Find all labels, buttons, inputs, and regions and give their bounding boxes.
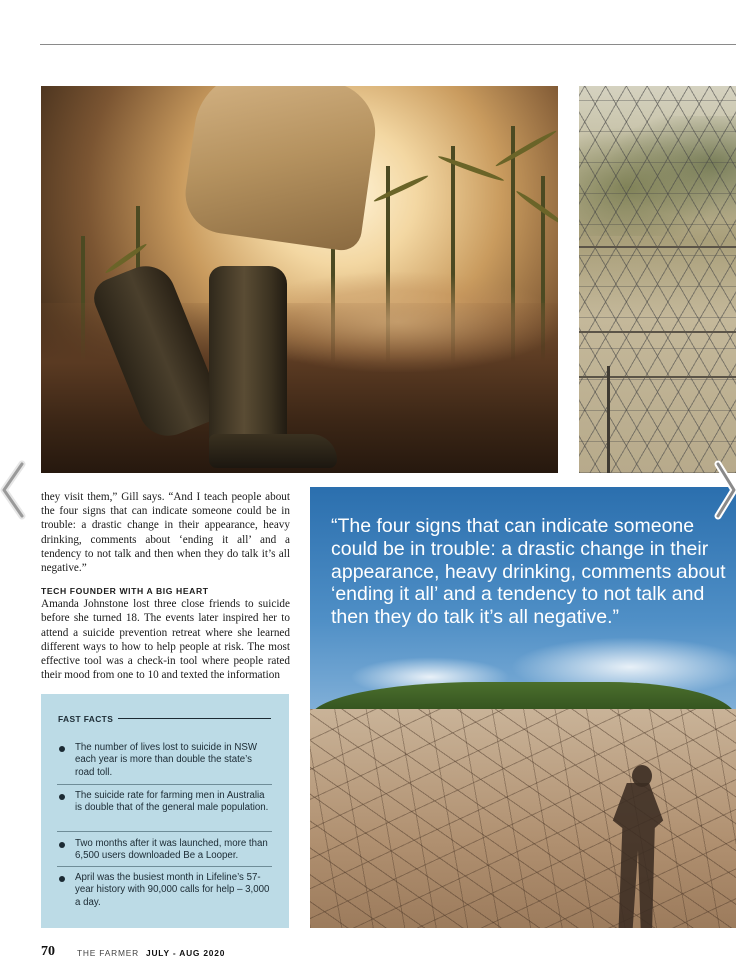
fast-fact-divider xyxy=(57,866,272,867)
page-number: 70 xyxy=(41,944,55,959)
fast-fact-item xyxy=(57,838,272,863)
fast-facts-title: FAST FACTS xyxy=(58,714,114,724)
publication-name: THE FARMER xyxy=(77,948,139,958)
bullet-icon xyxy=(59,876,65,882)
fast-fact-text: April was the busiest month in Lifeline’s 57-year history with 90,000 calls for help – 3,000 a day. xyxy=(75,872,270,908)
fast-fact-divider xyxy=(57,831,272,832)
top-divider xyxy=(40,44,736,45)
farmer-boots-photo xyxy=(41,86,558,473)
fast-facts-title-rule xyxy=(118,718,271,719)
fast-fact-item xyxy=(57,742,272,779)
previous-page-button[interactable] xyxy=(0,460,26,520)
chevron-left-icon xyxy=(0,460,26,520)
bullet-icon xyxy=(59,842,65,848)
bullet-icon xyxy=(59,746,65,752)
article-body xyxy=(41,490,290,682)
chevron-right-icon xyxy=(712,460,736,520)
chicken-wire-fence-photo xyxy=(579,86,736,473)
fast-fact-text: The suicide rate for farming men in Australia is double that of the general male population. xyxy=(75,790,269,814)
fast-fact-divider xyxy=(57,784,272,785)
body-paragraph: Amanda Johnstone lost three close friends to suicide before she turned 18. The events later inspired her to attend a suicide prevention retreat where she learned different ways to how to help people at risk. The most effective tool was a check-in tool where people rated their mood from one to 10 and texted the information xyxy=(41,598,290,682)
fast-fact-text: The number of lives lost to suicide in NSW each year is more than double the state’s road toll. xyxy=(75,742,257,778)
fast-facts-box xyxy=(41,694,289,928)
fast-fact-item xyxy=(57,790,272,815)
issue-date: JULY - AUG 2020 xyxy=(146,948,226,958)
pull-quote: “The four signs that can indicate someone could be in trouble: a drastic change in their appearance, heavy drinking, comments about ‘ending it all’ and a tendency to not talk and then they do talk it’s all negative.” xyxy=(331,515,726,629)
bullet-icon xyxy=(59,794,65,800)
next-page-button[interactable] xyxy=(712,460,736,520)
fast-fact-text: Two months after it was launched, more than 6,500 users downloaded Be a Looper. xyxy=(75,838,268,862)
fast-fact-item xyxy=(57,872,272,909)
body-paragraph: they visit them,” Gill says. “And I teach people about the four signs that can indicate someone could be in trouble: a drastic change in their appearance, heavy drinking, comments about ‘ending it all’ and a tendency to not talk and then when they do talk it’s all negative.” xyxy=(41,491,290,575)
section-subhead: TECH FOUNDER WITH A BIG HEART xyxy=(41,586,209,597)
